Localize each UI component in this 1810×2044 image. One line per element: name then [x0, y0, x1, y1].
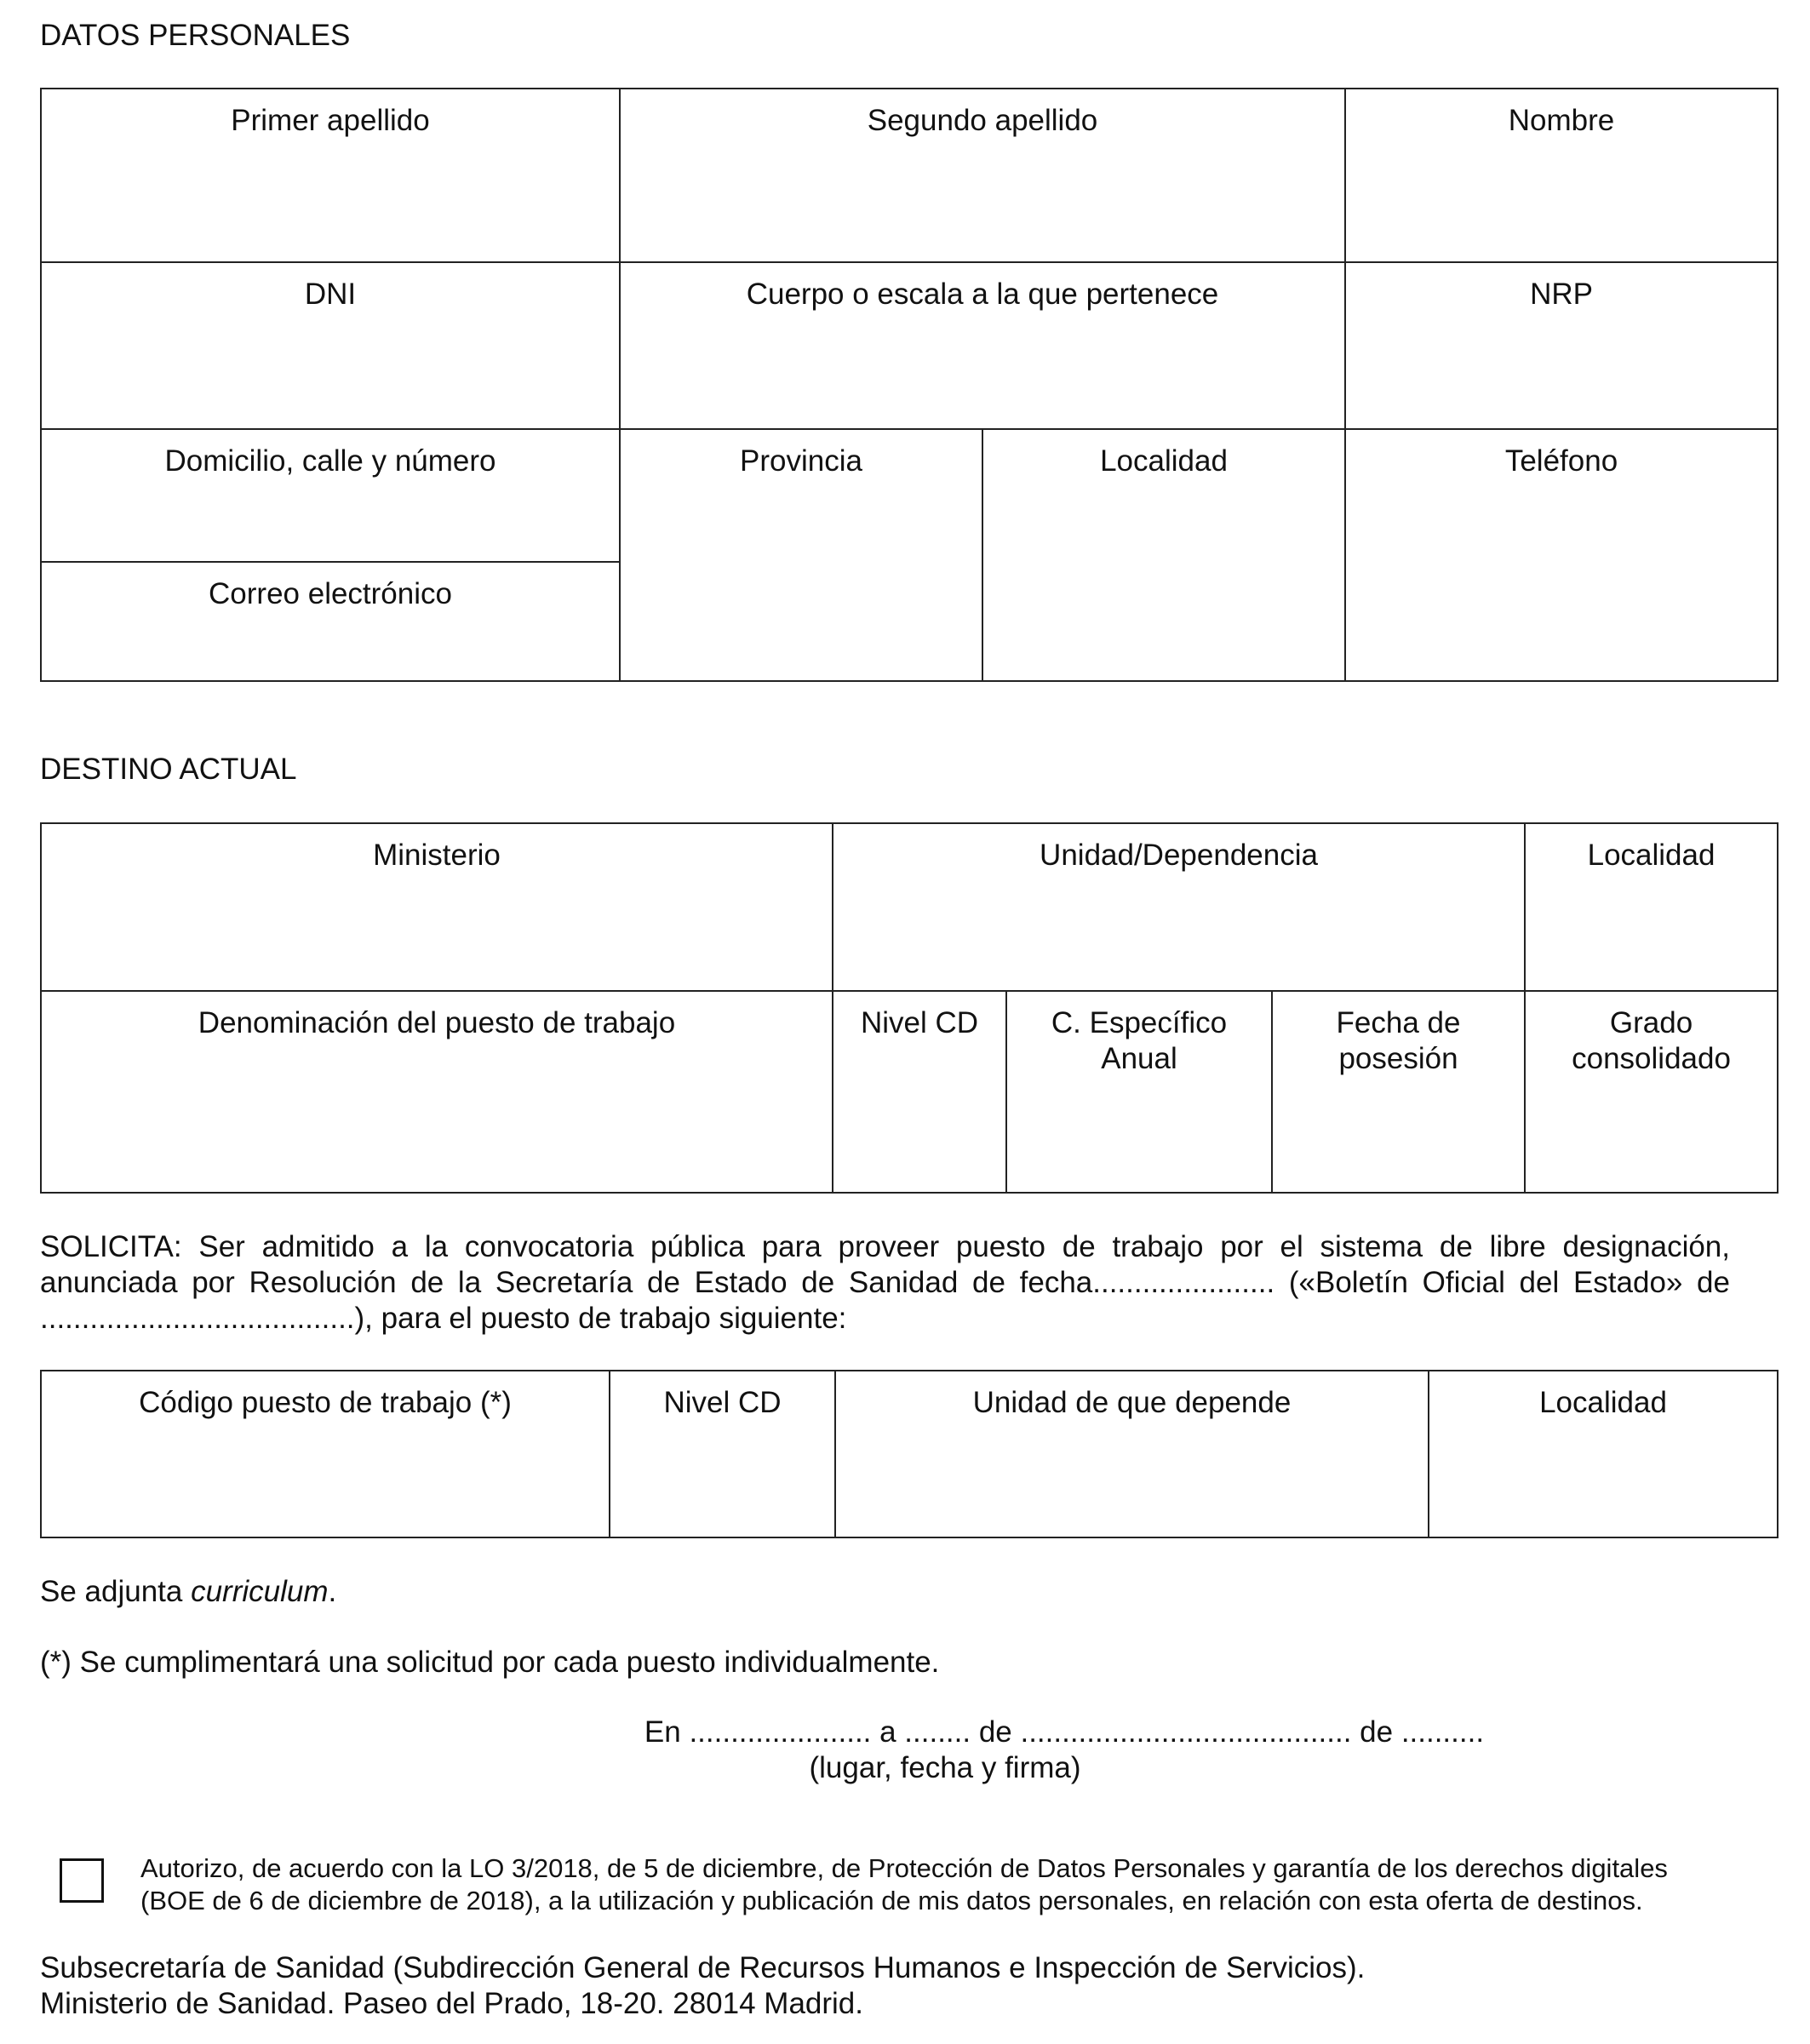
unidad-dependencia-field[interactable] [833, 823, 1525, 991]
nrp-field[interactable] [1345, 262, 1778, 429]
ministerio-label: Ministerio [373, 839, 501, 872]
grado-label-line1: Grado [1609, 1006, 1693, 1039]
segundo-apellido-label: Segundo apellido [867, 104, 1098, 137]
asterisk-note: (*) Se cumplimentará una solicitud por cada puesto individualmente. [40, 1646, 940, 1679]
curriculum-note [40, 1574, 1730, 1610]
consent-checkbox[interactable] [60, 1858, 104, 1903]
solicita-paragraph: SOLICITA: Ser admitido a la convocatoria pública para proveer puesto de trabajo por el sistema de libre designación, anunciada por Resolución de la Secretaría de Estado de Sanidad de fecha...................... («Boletín Oficial del Estado» de ......................................), para el puesto de trabajo siguiente: [40, 1230, 1730, 1335]
dni-field[interactable] [41, 262, 620, 429]
fecha-label-line1: Fecha de [1336, 1006, 1461, 1039]
destino-heading: DESTINO ACTUAL [40, 753, 297, 786]
signature-line[interactable]: En ...................... a ........ de ........................................ de .......... [644, 1715, 1485, 1749]
denominacion-field[interactable] [41, 991, 833, 1193]
primer-apellido-label: Primer apellido [231, 104, 430, 137]
telefono-label: Teléfono [1504, 444, 1618, 478]
domicilio-label: Domicilio, calle y número [164, 444, 496, 478]
footer-address-line2: Ministerio de Sanidad. Paseo del Prado, 18-20. 28014 Madrid. [40, 1987, 863, 2020]
nombre-label: Nombre [1508, 104, 1615, 137]
puesto-nivel-cd-field[interactable] [610, 1371, 835, 1537]
nivel-cd-label: Nivel CD [860, 1006, 979, 1039]
cuerpo-label: Cuerpo o escala a la que pertenece [746, 278, 1219, 311]
destino-localidad-label: Localidad [1587, 839, 1715, 872]
localidad-field[interactable] [982, 429, 1345, 681]
primer-apellido-field[interactable] [41, 89, 620, 262]
telefono-field[interactable] [1345, 429, 1778, 681]
personal-data-table [40, 88, 1778, 682]
correo-field[interactable] [41, 562, 620, 681]
footer-address-line1: Subsecretaría de Sanidad (Subdirección General de Recursos Humanos e Inspección de Servicios). [40, 1951, 1366, 1984]
segundo-apellido-field[interactable] [620, 89, 1345, 262]
puesto-nivel-cd-label: Nivel CD [663, 1386, 782, 1419]
fecha-label-line2: posesión [1338, 1042, 1458, 1075]
provincia-field[interactable] [620, 429, 982, 681]
unidad-dependencia-label: Unidad/Dependencia [1040, 839, 1318, 872]
correo-label: Correo electrónico [209, 577, 452, 610]
grado-consolidado-field[interactable] [1525, 991, 1778, 1193]
consent-text: Autorizo, de acuerdo con la LO 3/2018, de 5 de diciembre, de Protección de Datos Personales y garantía de los derechos digitales (BOE de 6 de diciembre de 2018), a la utilización y publicación de mis datos personales, en relación con esta oferta de destinos. [140, 1853, 1668, 1915]
especifico-field[interactable] [1006, 991, 1272, 1193]
nivel-cd-field[interactable] [833, 991, 1006, 1193]
codigo-puesto-field[interactable] [41, 1371, 610, 1537]
puesto-table [40, 1370, 1778, 1538]
denominacion-label: Denominación del puesto de trabajo [198, 1006, 676, 1039]
destino-table [40, 822, 1778, 1194]
personal-data-heading: DATOS PERSONALES [40, 19, 351, 52]
ministerio-field[interactable] [41, 823, 833, 991]
nombre-field[interactable] [1345, 89, 1778, 262]
domicilio-field[interactable] [41, 429, 620, 562]
grado-label-line2: consolidado [1572, 1042, 1731, 1075]
unidad-depende-label: Unidad de que depende [972, 1386, 1292, 1419]
curriculum-note-italic: curriculum [191, 1575, 329, 1608]
provincia-label: Provincia [740, 444, 862, 478]
unidad-depende-field[interactable] [835, 1371, 1429, 1537]
nrp-label: NRP [1530, 278, 1593, 311]
destino-localidad-field[interactable] [1525, 823, 1778, 991]
puesto-localidad-field[interactable] [1429, 1371, 1778, 1537]
codigo-puesto-label: Código puesto de trabajo (*) [139, 1386, 512, 1419]
curriculum-note-suffix: . [328, 1575, 337, 1608]
especifico-label-line1: C. Específico [1051, 1006, 1228, 1039]
signature-caption: (lugar, fecha y firma) [809, 1751, 1081, 1784]
fecha-posesion-field[interactable] [1272, 991, 1525, 1193]
especifico-label-line2: Anual [1101, 1042, 1177, 1075]
cuerpo-field[interactable] [620, 262, 1345, 429]
curriculum-note-prefix: Se adjunta [40, 1575, 192, 1608]
puesto-localidad-label: Localidad [1539, 1386, 1667, 1419]
localidad-label: Localidad [1100, 444, 1228, 478]
dni-label: DNI [304, 278, 357, 311]
